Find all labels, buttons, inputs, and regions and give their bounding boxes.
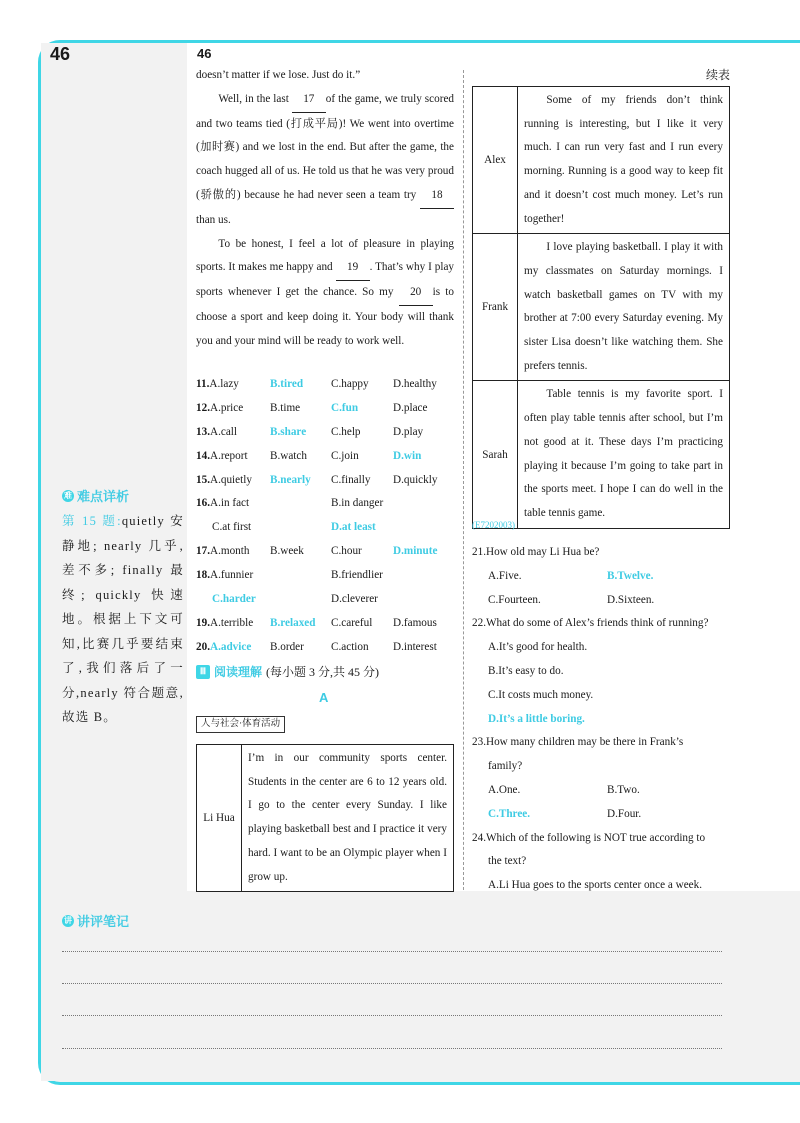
option-row: 13.A.call B.share C.help D.play (196, 421, 456, 445)
explanation-question-ref: 第 15 题: (62, 514, 122, 528)
person-name: Frank (473, 234, 518, 381)
notes-header (62, 911, 129, 930)
column-divider (463, 70, 464, 890)
section-title: 阅读理解 (214, 665, 263, 679)
option-row: 15.A.quietly B.nearly C.finally D.quickly (196, 469, 456, 493)
option-row: 12.A.price B.time C.fun D.place (196, 397, 456, 421)
option-row: 16.A.in fact B.in danger (196, 497, 384, 510)
page-number-small: 46 (197, 46, 212, 61)
option-row: 14.A.report B.watch C.join D.win (196, 445, 456, 469)
answer-option: D.at least (331, 521, 376, 534)
reading-questions (472, 541, 734, 898)
passage-paragraph: To be honest, I feel a lot of pleasure in playing sports. It makes me happy and 19 . That’s why I play sports whenever I get the chance. So my 20 is to choose a sport and keep doing it. Your body will thank you and your mind will be ready to work well. (196, 237, 455, 347)
page-number-large: 46 (50, 44, 71, 64)
option-row: A.It’s good for health. (488, 641, 588, 654)
option-row: A.Five. B.Twelve. (472, 565, 734, 589)
note-line[interactable] (62, 1015, 722, 1016)
answer-option: C.fun (331, 401, 359, 414)
question-stem: the text? (488, 855, 527, 868)
option-row: C.It costs much money. (488, 688, 594, 701)
person-text: Table tennis is my favorite sport. I often play table tennis after school, but I’m not good at it. These days I’m practicing playing it because I’m going to take part in the sports meet. I hope I can do well in the table tennis game. (518, 381, 730, 528)
person-name: Alex (473, 87, 518, 234)
person-text: I love playing basketball. I play it with my classmates on Saturday mornings. I watch basketball games on TV with my brother at 7:00 every Saturday evening. My sister Lisa doesn’t like watching them. She prefers tennis. (518, 234, 730, 381)
option-row: C.Fourteen. D.Sixteen. (488, 593, 655, 606)
blank-20[interactable]: 20 (399, 281, 433, 306)
part-letter: A (319, 690, 329, 705)
difficulty-explanation (62, 486, 184, 730)
topic-tag: 人与社会·体育活动 (196, 716, 285, 733)
continued-label: 续表 (705, 68, 730, 82)
person-text: Some of my friends don’t think running is interesting, but I like it very much. I can run very fast and I run every morning. Running is a good way to keep fit and it doesn’t cost much money. Let’s run together! (518, 87, 730, 234)
table-row (197, 745, 454, 892)
option-row: A.One. B.Two. (488, 783, 640, 796)
person-name: Li Hua (197, 745, 242, 892)
answer-option: B.tired (270, 378, 304, 390)
blank-19[interactable]: 19 (336, 256, 370, 281)
difficulty-icon: 难 (64, 491, 72, 500)
option-row: 17.A.month B.week C.hour D.minute (196, 540, 456, 564)
passage-line: doesn’t matter if we lose. Just do it.” (196, 69, 361, 81)
section-note: (每小题 3 分,共 45 分) (266, 665, 380, 679)
note-line[interactable] (62, 1048, 722, 1049)
option-row: C.at first D.at least (196, 516, 456, 540)
option-row: 11.A.lazy B.tired C.happy D.healthy (196, 373, 456, 397)
question-stem: 23.How many children may be there in Frank’s (472, 736, 684, 749)
answer-option: B.nearly (270, 473, 311, 486)
profiles-table (472, 86, 730, 529)
answer-option: B.Twelve. (607, 569, 654, 582)
option-row: 18.A.funnier B.friendlier (196, 569, 383, 582)
table-row (473, 87, 730, 234)
answer-option: C.Three. (488, 807, 531, 820)
answer-option: B.relaxed (270, 616, 316, 629)
option-row (472, 708, 734, 732)
option-row: 20.A.advice B.order C.action D.interest (196, 640, 437, 653)
person-name: Sarah (473, 381, 518, 528)
table-row (473, 381, 730, 528)
blank-17[interactable]: 17 (292, 88, 326, 113)
explanation-header (62, 486, 184, 505)
option-row: C.harder D.cleverer (196, 588, 456, 612)
question-code: (E7202003) (472, 520, 515, 530)
option-row: 19.A.terrible B.relaxed C.careful D.famous (196, 612, 456, 636)
note-line[interactable] (62, 983, 722, 984)
question-stem: 22.What do some of Alex’s friends think of running? (472, 617, 709, 630)
person-text: I’m in our community sports center. Students in the center are 6 to 12 years old. I go to the center every Sunday. I like playing basketball best and I practice it very hard. I want to be an Olympic player when I grow up. (242, 745, 454, 892)
passage-paragraph: Well, in the last 17 of the game, we truly scored and two teams tied (打成平局)! We went into overtime (加时赛) and we lost in the end. But after the game, the coach hugged all of us. He told us that he was very proud (骄傲的) because he had never seen a team try 18than us. (196, 88, 454, 233)
notes-area (41, 891, 800, 1081)
question-stem: family? (488, 760, 523, 773)
answer-option: D.minute (393, 545, 438, 558)
question-stem: 21.How old may Li Hua be? (472, 546, 600, 558)
option-row: A.Li Hua goes to the sports center once a week. (488, 879, 703, 892)
answer-option: D.It’s a little boring. (488, 712, 585, 725)
section-number-icon: Ⅲ (196, 665, 210, 679)
left-margin-panel (41, 43, 187, 891)
answer-option: C.harder (212, 593, 256, 606)
option-row: C.Three. D.Four. (472, 803, 734, 827)
explanation-title: 难点详析 (77, 489, 130, 504)
table-row (473, 234, 730, 381)
answer-option: A.advice (209, 640, 252, 653)
question-stem: 24.Which of the following is NOT true according to (472, 831, 706, 844)
option-row: B.It’s easy to do. (488, 664, 564, 677)
notes-icon: 讲 (64, 916, 72, 925)
cloze-options (196, 373, 456, 660)
note-line[interactable] (62, 951, 722, 952)
explanation-body: 第 15 题:quietly 安静地; nearly 几乎,差不多; finally 最终; quickly 快速地。根据上下文可知,比赛几乎要结束了,我们落后了一分,nearly 符合题意,故选 B。 (62, 514, 184, 724)
answer-option: D.win (393, 449, 422, 462)
lihua-table (196, 744, 454, 892)
answer-option: B.share (270, 425, 307, 438)
passage (196, 64, 454, 354)
section-header (196, 663, 379, 680)
notes-title: 讲评笔记 (77, 914, 130, 929)
blank-18[interactable]: 18 (420, 184, 454, 209)
